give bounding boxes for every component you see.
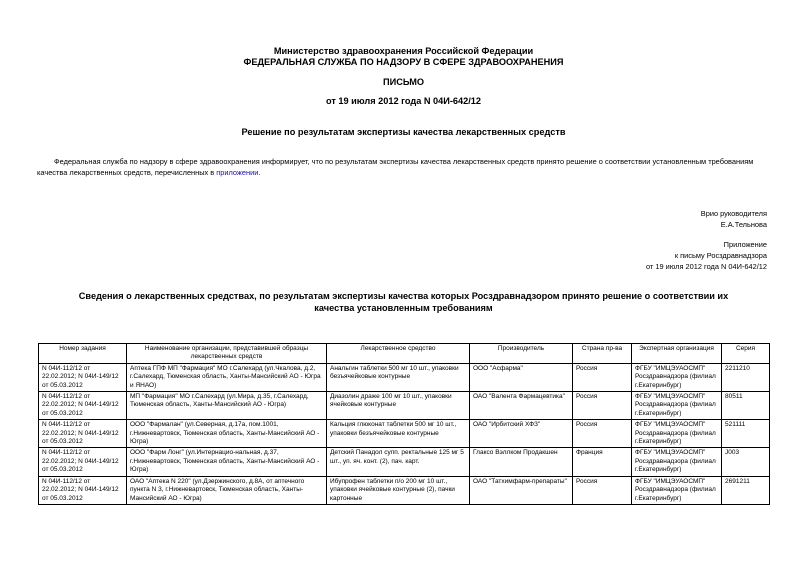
letter-type: ПИСЬМО xyxy=(382,77,425,87)
organization: Аптека ГПФ МП "Фармация" МО г.Салехард (ул.Чкалова, д.2, г.Салехард, Тюменская область, Ханты-Мансийский АО - Югра и ЯНАО) xyxy=(127,363,327,391)
table-heading: Сведения о лекарственных средствах, по результатам экспертизы качества которых Росздравнадзором принято решение о соответствии их качества установленным требованиям xyxy=(78,291,729,313)
column-header: Номер задания xyxy=(39,344,127,364)
appendix-link[interactable]: приложении xyxy=(216,168,259,177)
column-header: Экспертная организация xyxy=(632,344,722,364)
service-name: ФЕДЕРАЛЬНАЯ СЛУЖБА ПО НАДЗОРУ В СФЕРЕ ЗДРАВООХРАНЕНИЯ xyxy=(243,57,564,67)
signature-block xyxy=(701,208,767,230)
medicine: Детский Панадол супп. ректальные 125 мг 5 шт., уп. яч. конт. (2), пач. карт. xyxy=(327,448,470,476)
country: Франция xyxy=(573,448,632,476)
series: 521111 xyxy=(722,420,770,448)
expert-organization: ФГБУ "ИМЦЭУАОСМП" Росздравнадзора (филиал г.Екатеринбург) xyxy=(632,363,722,391)
task-number: N 04И-112/12 от 22.02.2012; N 04И-149/12 от 05.03.2012 xyxy=(39,448,127,476)
column-header: Производитель xyxy=(470,344,573,364)
task-number: N 04И-112/12 от 22.02.2012; N 04И-149/12 от 05.03.2012 xyxy=(39,392,127,420)
document-header xyxy=(0,46,807,68)
series: 2211210 xyxy=(722,363,770,391)
table-row xyxy=(39,420,770,448)
medicines-table xyxy=(38,343,770,505)
table-row xyxy=(39,363,770,391)
signature-name: Е.А.Тельнова xyxy=(720,220,767,229)
appendix-reference: к письму Росздравнадзора xyxy=(674,251,767,260)
manufacturer: Глаксо Вэллком Продакшен xyxy=(470,448,573,476)
body-text: Федеральная служба по надзору в сфере здравоохранения информирует, что по результатам экспертизы качества лекарственных средств принято решение о соответствии установленным требованиям качества лекарственных средств, перечисленных в xyxy=(37,157,754,177)
appendix-block xyxy=(646,239,767,272)
country: Россия xyxy=(573,420,632,448)
appendix-title: Приложение xyxy=(723,240,767,249)
organization: ОАО "Аптека N 220" (ул.Дзержинского, д.8А, от аптечного пункта N 3, г.Нижневартовск, Тюменская область, Ханты-Мансийский АО - Югра) xyxy=(127,476,327,504)
manufacturer: ОАО "Татхимфарм-препараты" xyxy=(470,476,573,504)
manufacturer: ОАО "Валента Фармацевтика" xyxy=(470,392,573,420)
letter-body xyxy=(37,156,772,178)
medicine: Анальгин таблетки 500 мг 10 шт., упаковки безъячейковые контурные xyxy=(327,363,470,391)
ministry-name: Министерство здравоохранения Российской Федерации xyxy=(273,46,534,56)
task-number: N 04И-112/12 от 22.02.2012; N 04И-149/12 от 05.03.2012 xyxy=(39,420,127,448)
appendix-date: от 19 июля 2012 года N 04И-642/12 xyxy=(646,262,767,271)
expert-organization: ФГБУ "ИМЦЭУАОСМП" Росздравнадзора (филиал г.Екатеринбург) xyxy=(632,448,722,476)
organization: ООО "Фармалан" (ул.Северная, д.17а, пом.1001, г.Нижневартовск, Тюменская область, Ханты-Мансийский АО - Югра) xyxy=(127,420,327,448)
medicine: Диазолин драже 100 мг 10 шт., упаковки ячейковые контурные xyxy=(327,392,470,420)
medicine: Кальция глюконат таблетки 500 мг 10 шт., упаковки безъячейковые контурные xyxy=(327,420,470,448)
table-row xyxy=(39,448,770,476)
organization: ООО "Фарм Лонг" (ул.Интернацио-нальная, д.37, г.Нижневартовск, Тюменская область, Ханты-Мансийский АО - Югра) xyxy=(127,448,327,476)
country: Россия xyxy=(573,392,632,420)
column-header: Страна пр-ва xyxy=(573,344,632,364)
expert-organization: ФГБУ "ИМЦЭУАОСМП" Росздравнадзора (филиал г.Екатеринбург) xyxy=(632,420,722,448)
medicine: Ибупрофен таблетки п/о 200 мг 10 шт., упаковки ячейковые контурные (2), пачки картонные xyxy=(327,476,470,504)
manufacturer: ОАО "Ирбитский ХФЗ" xyxy=(470,420,573,448)
letter-date: от 19 июля 2012 года N 04И-642/12 xyxy=(325,96,482,106)
task-number: N 04И-112/12 от 22.02.2012; N 04И-149/12 от 05.03.2012 xyxy=(39,363,127,391)
column-header: Серия xyxy=(722,344,770,364)
manufacturer: ООО "Асфарма" xyxy=(470,363,573,391)
expert-organization: ФГБУ "ИМЦЭУАОСМП" Росздравнадзора (филиал г.Екатеринбург) xyxy=(632,392,722,420)
organization: МП "Фармация" МО г.Салехард (ул.Мира, д.35, г.Салехард, Тюменская область, Ханты-Мансийский АО - Югра) xyxy=(127,392,327,420)
task-number: N 04И-112/12 от 22.02.2012; N 04И-149/12 от 05.03.2012 xyxy=(39,476,127,504)
column-header: Наименование организации, представившей образцы лекарственных средств xyxy=(127,344,327,364)
letter-subject: Решение по результатам экспертизы качества лекарственных средств xyxy=(241,127,566,137)
table-row xyxy=(39,392,770,420)
table-row xyxy=(39,476,770,504)
series: J003 xyxy=(722,448,770,476)
signature-position: Врио руководителя xyxy=(700,209,767,218)
table-header-row xyxy=(39,344,770,364)
country: Россия xyxy=(573,476,632,504)
series: 80511 xyxy=(722,392,770,420)
column-header: Лекарственное средство xyxy=(327,344,470,364)
expert-organization: ФГБУ "ИМЦЭУАОСМП" Росздравнадзора (филиал г.Екатеринбург) xyxy=(632,476,722,504)
body-text-end: . xyxy=(258,168,261,177)
country: Россия xyxy=(573,363,632,391)
series: 2691211 xyxy=(722,476,770,504)
